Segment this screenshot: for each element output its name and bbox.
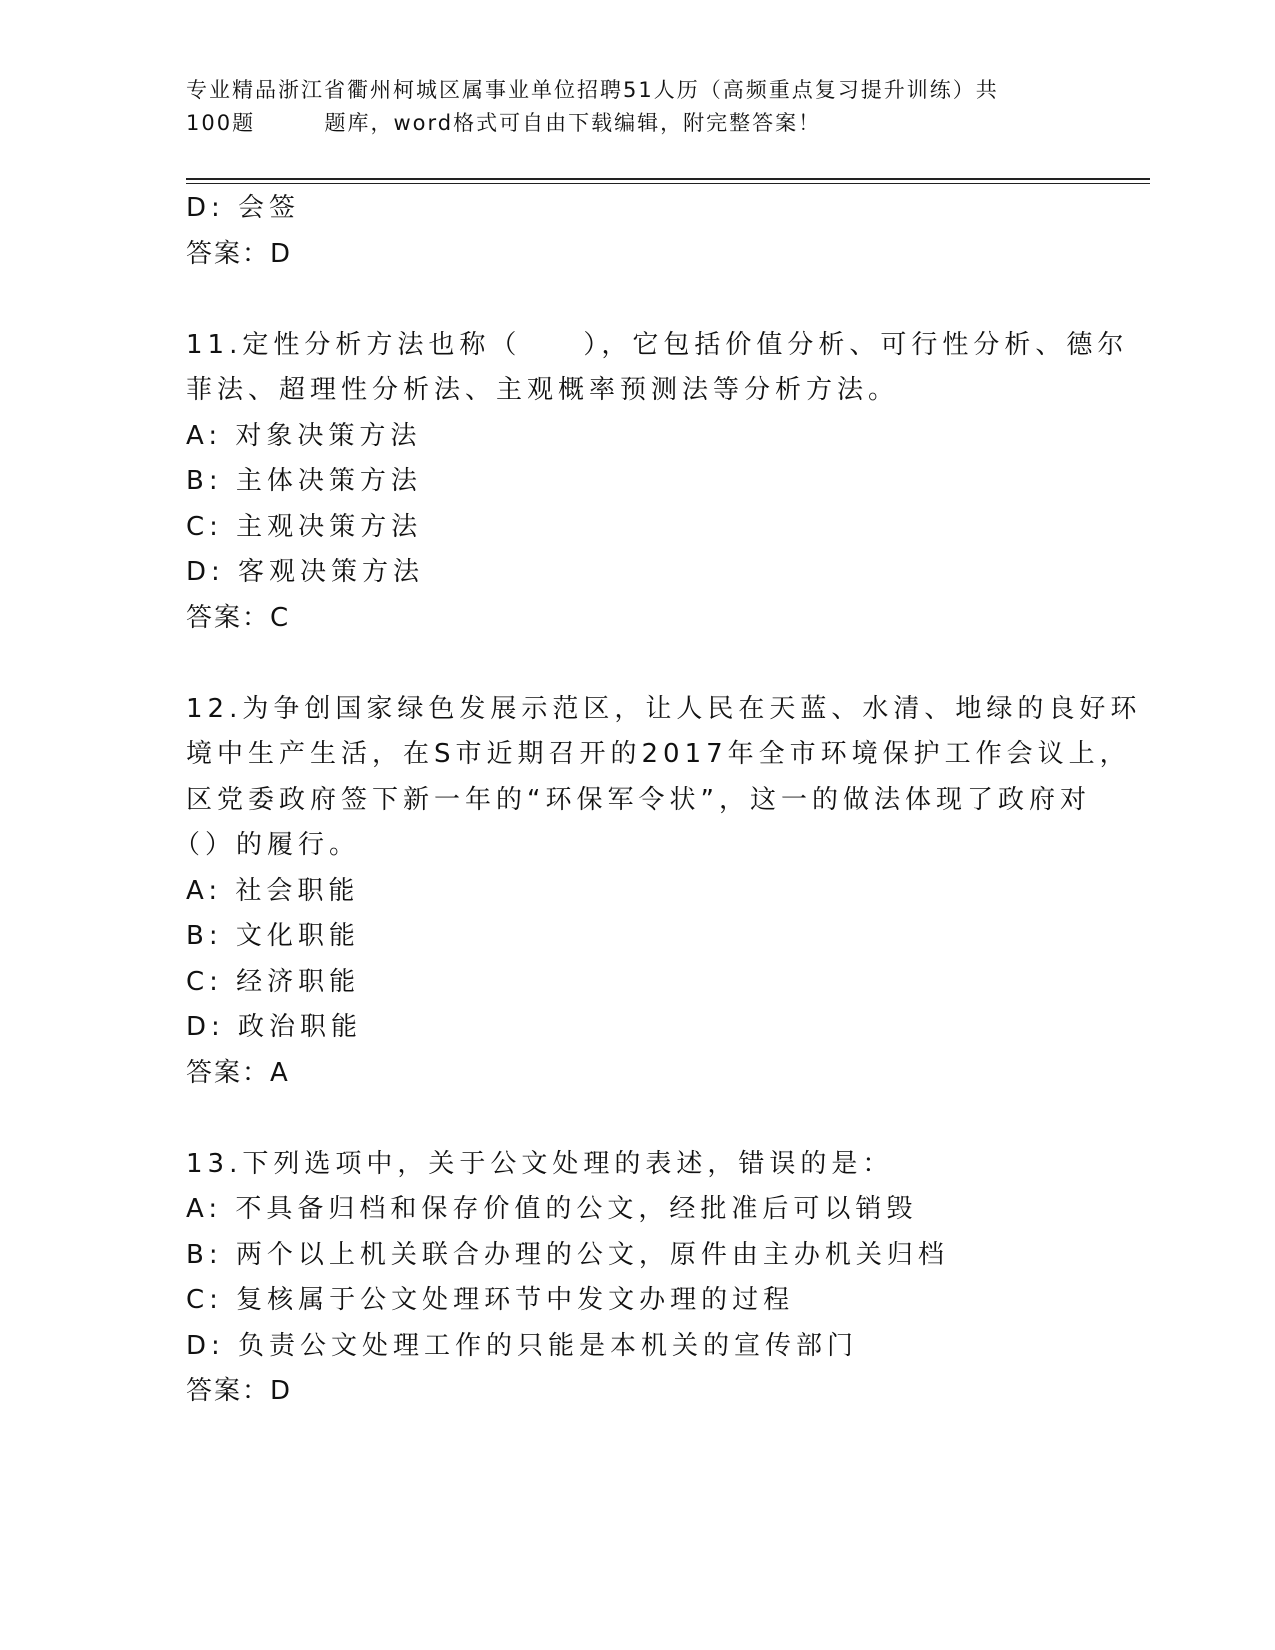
option-a: A: 社会职能	[186, 875, 360, 906]
document-body	[174, 186, 1142, 1415]
option-d: D: 会签	[186, 193, 301, 223]
spacer	[186, 1096, 1086, 1142]
header-line-1: 专业精品浙江省衢州柯城区属事业单位招聘51人历（高频重点复习提升训练）共	[186, 78, 999, 102]
header-line-2: 100题 题库，word格式可自由下载编辑，附完整答案！	[186, 111, 822, 135]
question-11	[186, 323, 1129, 642]
answer-line: 答案：D	[186, 1376, 293, 1406]
question-11-text-line-1: 11.定性分析方法也称（ ），它包括价值分析、可行性分析、德尔	[186, 329, 1129, 360]
option-a: A: 不具备归档和保存价值的公文，经批准后可以销毁	[186, 1194, 918, 1224]
question-12-text-line-3: 区党委政府签下新一年的“环保军令状”，这一的做法体现了政府对	[186, 784, 1091, 815]
option-d: D: 负责公文处理工作的只能是本机关的宣传部门	[186, 1330, 859, 1361]
question-12-text-line-2: 境中生产生活，在S市近期召开的2017年全市环境保护工作会议上，	[186, 739, 1131, 769]
question-13-text-line-1: 13.下列选项中，关于公文处理的表述，错误的是：	[186, 1148, 894, 1179]
option-b: B: 文化职能	[186, 921, 360, 951]
option-b: B: 主体决策方法	[186, 466, 422, 496]
option-c: C: 经济职能	[186, 966, 361, 997]
header-rule-thick	[186, 178, 1150, 180]
question-12-text-line-1: 12.为争创国家绿色发展示范区，让人民在天蓝、水清、地绿的良好环	[186, 693, 1142, 724]
option-d: D: 政治职能	[186, 1012, 363, 1042]
option-b: B: 两个以上机关联合办理的公文，原件由主办机关归档	[186, 1239, 949, 1270]
spacer	[186, 641, 1086, 687]
spacer	[186, 277, 1086, 323]
answer-line: 答案：A	[186, 1057, 290, 1088]
question-12	[174, 687, 1142, 1097]
question-11-text-line-2: 菲法、超理性分析法、主观概率预测法等分析方法。	[186, 375, 900, 405]
option-c: C: 复核属于公文处理环节中发文办理的过程	[186, 1285, 795, 1315]
document-header	[186, 74, 1076, 140]
option-a: A: 对象决策方法	[186, 420, 422, 451]
option-d: D: 客观决策方法	[186, 557, 425, 587]
previous-question-tail	[186, 186, 1086, 277]
question-12-text-line-4: （）的履行。	[174, 830, 361, 860]
option-c: C: 主观决策方法	[186, 511, 423, 542]
question-13	[186, 1142, 1086, 1415]
header-rule-thin	[186, 183, 1150, 184]
answer-line: 答案：D	[186, 238, 293, 269]
answer-line: 答案：C	[186, 602, 291, 633]
